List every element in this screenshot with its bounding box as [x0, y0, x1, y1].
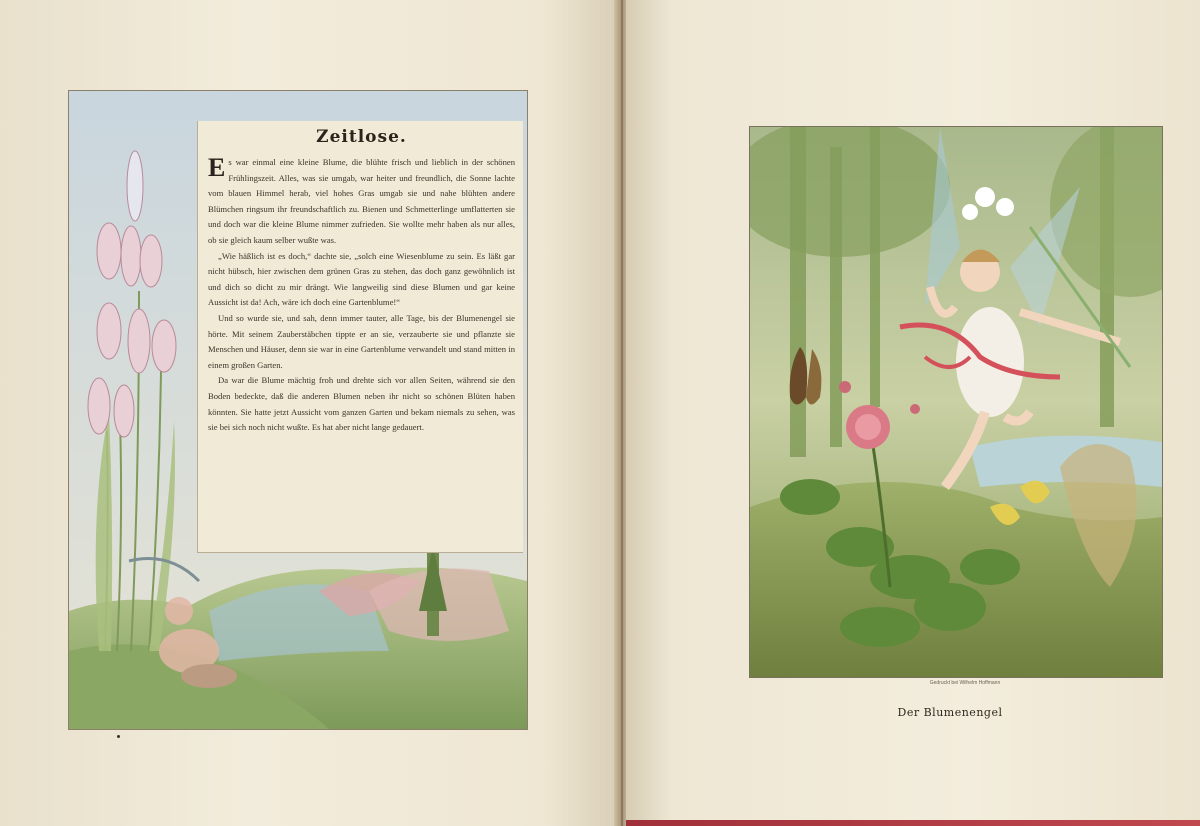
story-paragraph: Und so wurde sie, und sah, denn immer tauter, alle Tage, bis der Blumenengel sie hörte. Mit seinem Zauberstäbchen tippte er an sie, verzauberte sie und pflanzte sie Menschen und Häuser, denn sie war in eine Gartenblume verwandelt und stand mitten in einem großen Garten. — [208, 312, 515, 370]
plate-credit: Gedruckt bei Wilhelm Hoffmann — [929, 680, 1001, 686]
plate-caption: Der Blumenengel — [897, 706, 1003, 719]
story-paragraph: Da war die Blume mächtig froh und drehte sich vor allen Seiten, während sie den Boden bedeckte, daß die anderen Blumen neben ihr nicht so schönen Blüten haben könnten. Sie hatte jetzt Aussicht vom ganzen Garten und bekam niemals zu sehen, was sie bei sich noch nicht wußte. Es hat aber nicht lange gedauert. — [208, 375, 515, 433]
story-text-box — [197, 121, 523, 553]
page-mark — [117, 735, 120, 738]
drop-cap: E — [208, 153, 226, 182]
left-illustration-plate — [68, 90, 528, 730]
right-illustration-plate — [749, 126, 1163, 678]
story-body — [208, 155, 515, 436]
flower-angel-illustration — [750, 127, 1162, 677]
story-paragraph: „Wie häßlich ist es doch,“ dachte sie, „solch eine Wiesenblume zu sein. Es läßt gar nicht hübsch, hier zwischen dem grünen Gras zu stehen, das doch ganz gewöhnlich ist und dich so dicht zu mir drängt. Wie langweilig sind diese Blumen und gar keine Aussicht ist da! Ach, wäre ich doch eine Gartenblume!“ — [208, 250, 515, 308]
story-paragraph: Es war einmal eine kleine Blume, die blühte frisch und lieblich in der schönen Frühlingszeit. Alles, was sie umgab, war heiter und freundlich, die Sonne lachte vom blauen Himmel herab, viel hohes Gras umgab sie und nahe blühten andere Blümchen ringsum ihr freundschaftlich zu. Bienen und Schmetterlinge umflatterten sie und doch war die kleine Blume nimmer zufrieden. Sie wollte mehr haben als nur alles, ob sie gleich kaum selber wußte was. — [208, 153, 515, 245]
binding-edge — [626, 820, 1200, 826]
story-title: Zeitlose. — [316, 127, 407, 147]
